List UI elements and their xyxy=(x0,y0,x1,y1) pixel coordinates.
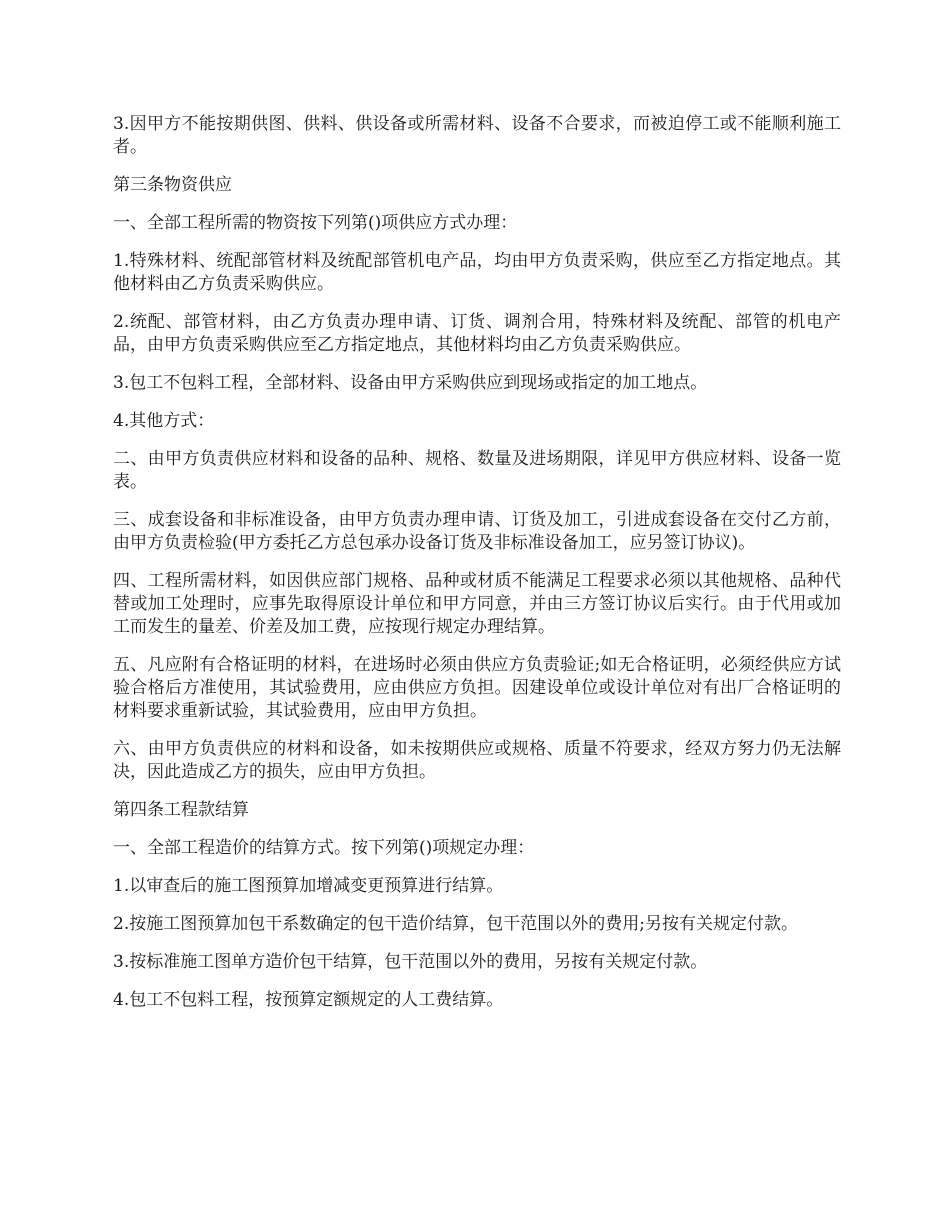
paragraph-settlement-option-1: 1.以审查后的施工图预算加增减变更预算进行结算。 xyxy=(113,876,504,896)
paragraph-supply-method: 一、全部工程所需的物资按下列第()项供应方式办理： xyxy=(113,213,518,233)
paragraph-settlement-option-2: 2.按施工图预算加包干系数确定的包干造价结算，包干范围以外的费用;另按有关规定付款。 xyxy=(113,914,798,934)
document-page xyxy=(113,113,841,1027)
paragraph-supply-option-1: 1.特殊材料、统配部管材料及统配部管机电产品，均由甲方负责采购，供应至乙方指定地点。其他材料由乙方负责采购供应。 xyxy=(113,251,841,294)
paragraph-settlement-method: 一、全部工程造价的结算方式。按下列第()项规定办理： xyxy=(113,838,535,858)
paragraph-supply-option-4: 4.其他方式： xyxy=(113,411,215,431)
heading-article-3-material-supply: 第三条物资供应 xyxy=(113,175,232,195)
paragraph-supply-failure: 六、由甲方负责供应的材料和设备，如未按期供应或规格、质量不符要求，经双方努力仍无法解决，因此造成乙方的损失，应由甲方负担。 xyxy=(113,739,841,782)
paragraph-supply-option-3: 3.包工不包料工程，全部材料、设备由甲方采购供应到现场或指定的加工地点。 xyxy=(113,373,708,393)
paragraph-settlement-option-4: 4.包工不包料工程，按预算定额规定的人工费结算。 xyxy=(113,990,504,1010)
paragraph-supply-option-2: 2.统配、部管材料，由乙方负责办理申请、订货、调剂合用，特殊材料及统配、部管的机电产品，由甲方负责采购供应至乙方指定地点，其他材料均由乙方负责采购供应。 xyxy=(113,312,841,355)
paragraph-supply-list: 二、由甲方负责供应材料和设备的品种、规格、数量及进场期限，详见甲方供应材料、设备一览表。 xyxy=(113,449,841,492)
paragraph-qualification-certificate: 五、凡应附有合格证明的材料，在进场时必须由供应方负责验证;如无合格证明，必须经供应方试验合格后方准使用，其试验费用，应由供应方负担。因建设单位或设计单位对有出厂合格证明的材料要求重新试验，其试验费用，应由甲方负担。 xyxy=(113,655,841,721)
paragraph-settlement-option-3: 3.按标准施工图单方造价包干结算，包干范围以外的费用，另按有关规定付款。 xyxy=(113,952,708,972)
heading-article-4-settlement: 第四条工程款结算 xyxy=(113,800,249,820)
paragraph-delay-clause-3: 3.因甲方不能按期供图、供料、供设备或所需材料、设备不合要求，而被迫停工或不能顺利施工者。 xyxy=(113,114,841,157)
paragraph-material-substitution: 四、工程所需材料，如因供应部门规格、品种或材质不能满足工程要求必须以其他规格、品种代替或加工处理时，应事先取得原设计单位和甲方同意，并由三方签订协议后实行。由于代用或加工而发生的量差、价差及加工费，应按现行规定办理结算。 xyxy=(113,571,841,637)
paragraph-complete-equipment: 三、成套设备和非标准设备，由甲方负责办理申请、订货及加工，引进成套设备在交付乙方前，由甲方负责检验(甲方委托乙方总包承办设备订货及非标准设备加工，应另签订协议)。 xyxy=(113,510,841,553)
